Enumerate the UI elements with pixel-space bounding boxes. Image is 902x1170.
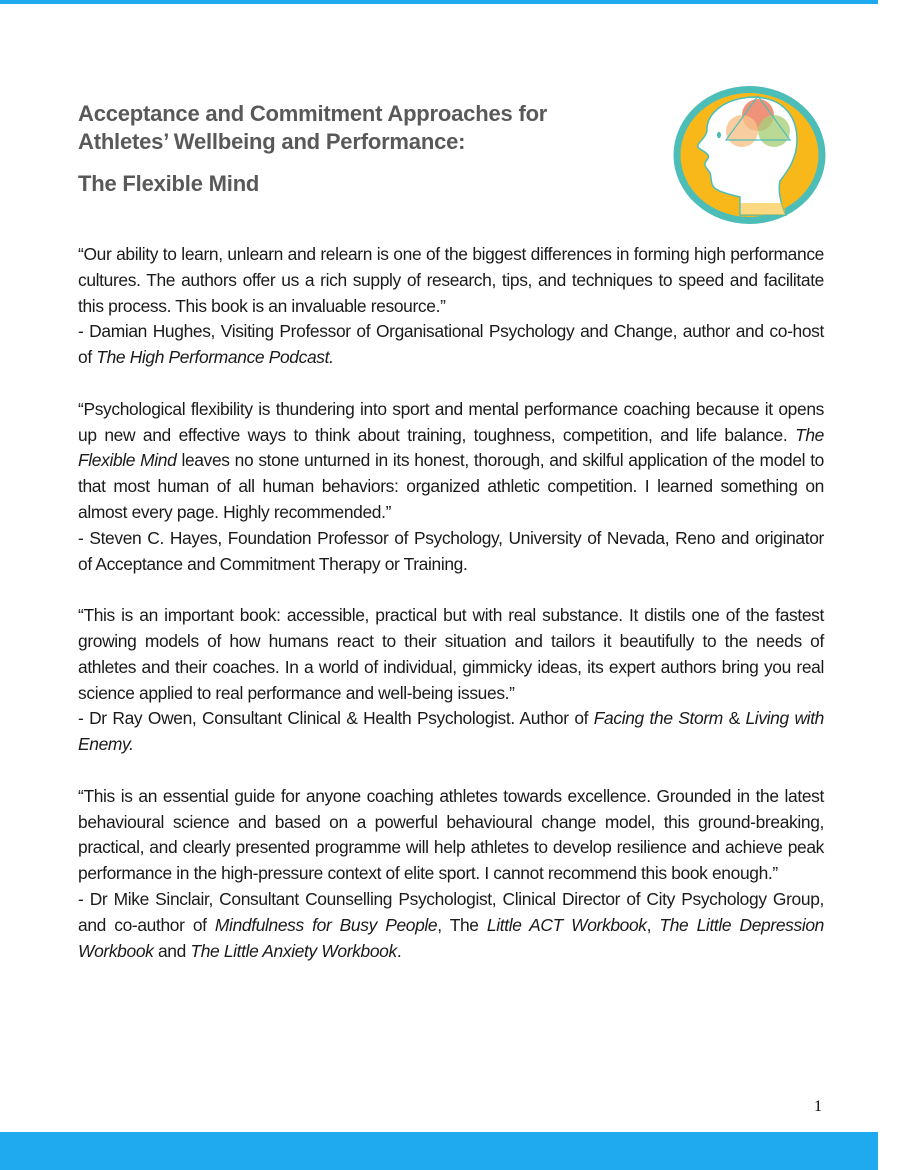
endorsement-hughes [78, 242, 824, 371]
attribution-text: . [396, 940, 402, 961]
bottom-accent-bar [0, 1132, 878, 1170]
endorsement-quote: “This is an important book: accessible, practical but with real substance. It distils one of the fastest growing models of how humans react to their situation and tailors it beautifully to the needs of athletes and their coaches. In a world of individual, gimmicky ideas, its expert authors bring you real science applied to real performance and well-being issues.” [78, 605, 824, 703]
podcast-title: The High Performance Podcast. [96, 347, 334, 368]
book-title-reference: The Flexible Mind [78, 424, 824, 471]
endorsement-attribution [78, 319, 824, 371]
book-title-reference: The Little Anxiety Workbook [190, 940, 397, 961]
quote-text: “Psychological flexibility is thundering into sport and mental performance coaching because it opens up new and effective ways to think about training, toughness, competition, and life balance. [78, 398, 824, 445]
top-accent-bar [0, 0, 878, 4]
endorsement-attribution [78, 706, 824, 758]
endorsement-hayes [78, 397, 824, 578]
endorsement-owen [78, 603, 824, 758]
endorsements-list [78, 242, 824, 990]
book-title-reference: Living with Enemy. [78, 708, 824, 755]
book-title-reference: The Little Depression Workbook [78, 914, 824, 961]
attribution-text: and [153, 940, 191, 961]
attribution-text: , [646, 914, 660, 935]
title-block [78, 100, 638, 198]
attribution-text: - Dr Ray Owen, Consultant Clinical & Health Psychologist. Author of [78, 708, 594, 729]
book-subtitle: The Flexible Mind [78, 171, 260, 196]
endorsement-quote [78, 397, 824, 526]
book-title-line-1: Acceptance and Commitment Approaches for [78, 101, 548, 126]
endorsement-attribution: - Steven C. Hayes, Foundation Professor of Psychology, University of Nevada, Reno and originator of Acceptance and Commitment Therapy or Training. [78, 527, 824, 574]
endorsement-attribution [78, 887, 824, 964]
attribution-text: , The [437, 914, 487, 935]
endorsement-quote: “Our ability to learn, unlearn and relearn is one of the biggest differences in forming high performance cultures. The authors offer us a rich supply of research, tips, and techniques to speed and facilitate this process. This book is an invaluable resource.” [78, 244, 824, 316]
book-title-line-2: Athletes’ Wellbeing and Performance: [78, 129, 466, 154]
attribution-text: - Dr Mike Sinclair, Consultant Counselling Psychologist, Clinical Director of City Psychology Group, and co-author of [78, 888, 824, 935]
quote-text: leaves no stone unturned in its honest, thorough, and skilful application of the model to that most human of all human behaviors: organized athletic competition. I learned something on almost every page. Highly recommended.” [78, 450, 824, 522]
endorsement-sinclair [78, 784, 824, 965]
book-title-reference: Mindfulness for Busy People [214, 914, 438, 935]
page-number: 1 [814, 1098, 822, 1115]
book-title-reference: Facing the Storm [593, 708, 723, 729]
attribution-text: & [722, 708, 746, 729]
attribution-text: - Damian Hughes, Visiting Professor of Organisational Psychology and Change, author and co-host of [78, 321, 824, 368]
book-title-reference: Little ACT Workbook [486, 914, 647, 935]
head-logo-icon [672, 85, 827, 225]
endorsement-quote: “This is an essential guide for anyone coaching athletes towards excellence. Grounded in the latest behavioural science and based on a powerful behavioural change model, this ground-breaking, practical, and clearly presented programme will help athletes to develop resilience and achieve peak performance in the high-pressure context of elite sport. I cannot recommend this book enough.” [78, 785, 824, 884]
